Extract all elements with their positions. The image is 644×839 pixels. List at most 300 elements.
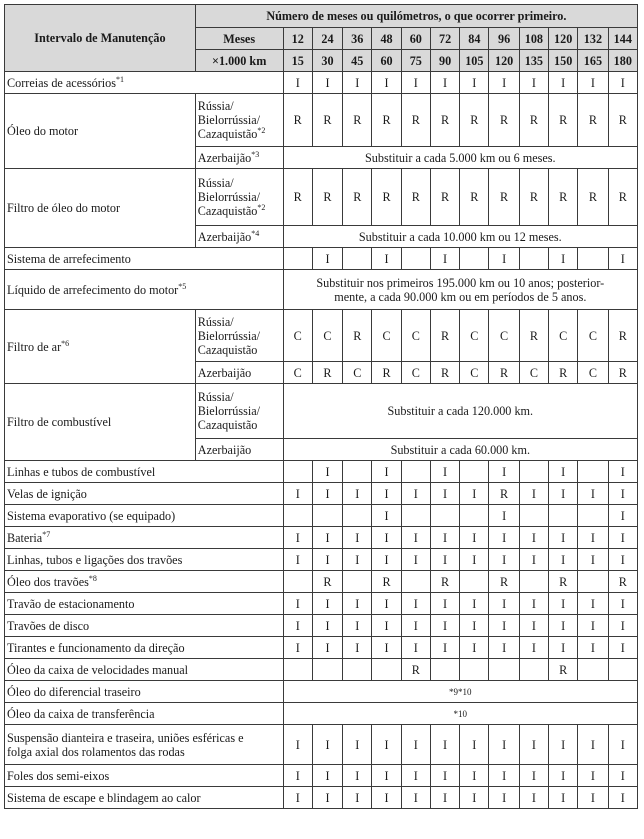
footnote-marker: *5 xyxy=(178,281,187,291)
schedule-cell: I xyxy=(549,593,578,615)
schedule-cell: I xyxy=(343,483,372,505)
footnote-marker: *4 xyxy=(251,228,260,238)
item-label-estacionamento xyxy=(5,593,284,615)
schedule-cell: R xyxy=(312,94,342,147)
schedule-cell: R xyxy=(549,571,578,593)
schedule-cell: I xyxy=(312,248,342,270)
item-label-oleo-motor xyxy=(5,94,196,169)
schedule-cell: I xyxy=(430,549,459,571)
schedule-cell: C xyxy=(519,362,548,384)
schedule-cell: I xyxy=(608,593,637,615)
item-label-text: Bateria xyxy=(7,530,43,545)
km-header-cell: 30 xyxy=(312,50,342,72)
item-label-filtro-oleo xyxy=(5,169,196,248)
schedule-cell: R xyxy=(489,94,519,147)
region-label-text: Rússia/ Bielorrússia/ Cazaquistão xyxy=(197,176,261,218)
schedule-cell xyxy=(489,659,519,681)
schedule-cell: I xyxy=(519,765,548,787)
schedule-cell: I xyxy=(283,72,312,94)
schedule-cell xyxy=(519,461,548,483)
schedule-cell: R xyxy=(430,169,459,226)
schedule-cell: I xyxy=(312,725,342,765)
row-diferencial xyxy=(5,681,638,703)
schedule-cell: R xyxy=(372,169,401,226)
region-label-text: Rússia/ Bielorrússia/ Cazaquistão xyxy=(197,314,261,357)
schedule-cell: R xyxy=(401,94,430,147)
schedule-cell: I xyxy=(283,615,312,637)
schedule-cell: I xyxy=(489,549,519,571)
footnote-ref-cell: *9*10 xyxy=(283,681,637,703)
schedule-cell: I xyxy=(430,248,459,270)
schedule-cell: I xyxy=(372,483,401,505)
schedule-cell: I xyxy=(549,527,578,549)
schedule-cell: I xyxy=(519,593,548,615)
item-label-text: Foles dos semi-eixos xyxy=(7,768,110,783)
schedule-cell: C xyxy=(401,362,430,384)
region-label xyxy=(195,384,283,439)
row-linhas-comb xyxy=(5,461,638,483)
item-label-text: Filtro de óleo do motor xyxy=(7,201,121,215)
schedule-cell: I xyxy=(460,549,489,571)
schedule-cell xyxy=(283,248,312,270)
row-filtro-comb-russia xyxy=(5,384,638,439)
schedule-cell: I xyxy=(608,787,637,809)
schedule-cell: I xyxy=(283,637,312,659)
merged-instruction-cell: Substituir a cada 120.000 km. xyxy=(283,384,637,439)
schedule-cell: R xyxy=(608,571,637,593)
schedule-cell: I xyxy=(578,483,608,505)
schedule-cell: R xyxy=(343,94,372,147)
schedule-cell: I xyxy=(608,637,637,659)
region-label-text: Azerbaijão xyxy=(197,229,252,244)
schedule-cell: R xyxy=(519,94,548,147)
schedule-cell: R xyxy=(312,571,342,593)
schedule-cell: I xyxy=(372,461,401,483)
km-label: ×1.000 km xyxy=(195,50,283,72)
item-label-text: Sistema de arrefecimento xyxy=(7,251,131,266)
schedule-cell: R xyxy=(608,362,637,384)
item-label-direcao xyxy=(5,637,284,659)
schedule-cell: I xyxy=(460,527,489,549)
schedule-cell: I xyxy=(283,787,312,809)
schedule-cell: I xyxy=(578,527,608,549)
schedule-cell: I xyxy=(372,637,401,659)
schedule-cell xyxy=(401,571,430,593)
schedule-cell: R xyxy=(489,169,519,226)
row-filtro-oleo-russia xyxy=(5,169,638,226)
instruction-line-2: mente, a cada 90.000 km ou em períodos de 5 anos. xyxy=(334,289,587,304)
schedule-cell: I xyxy=(372,787,401,809)
row-liquido xyxy=(5,270,638,310)
region-label xyxy=(195,362,283,384)
region-label-text: Rússia/ Bielorrússia/ Cazaquistão xyxy=(197,99,261,141)
schedule-cell: I xyxy=(608,461,637,483)
schedule-cell: I xyxy=(343,593,372,615)
km-header-cell: 105 xyxy=(460,50,489,72)
schedule-cell: I xyxy=(430,637,459,659)
item-label-text: Sistema evaporativo (se equipado) xyxy=(7,508,176,523)
schedule-cell: I xyxy=(489,615,519,637)
km-header-cell: 180 xyxy=(608,50,637,72)
schedule-cell: I xyxy=(460,787,489,809)
schedule-cell: I xyxy=(608,725,637,765)
schedule-cell xyxy=(549,505,578,527)
footnote-marker: *2 xyxy=(257,125,266,135)
item-label-text: Óleo do motor xyxy=(7,124,79,138)
month-header-cell: 72 xyxy=(430,28,459,50)
schedule-cell xyxy=(312,505,342,527)
schedule-cell: I xyxy=(312,527,342,549)
schedule-cell: R xyxy=(460,169,489,226)
schedule-cell: I xyxy=(283,765,312,787)
schedule-cell: I xyxy=(343,527,372,549)
region-label xyxy=(195,94,283,147)
item-label-arrefecimento xyxy=(5,248,284,270)
item-label-line-2: folga axial dos rolamentos das rodas xyxy=(7,744,185,759)
km-header-cell: 90 xyxy=(430,50,459,72)
schedule-cell xyxy=(343,571,372,593)
month-header-cell: 36 xyxy=(343,28,372,50)
schedule-cell: R xyxy=(489,362,519,384)
item-label-foles xyxy=(5,765,284,787)
schedule-cell: I xyxy=(372,765,401,787)
schedule-cell: I xyxy=(549,549,578,571)
schedule-cell: I xyxy=(578,765,608,787)
schedule-cell: I xyxy=(489,765,519,787)
merged-instruction-cell: Substituir a cada 60.000 km. xyxy=(283,439,637,461)
region-label xyxy=(195,310,283,362)
row-direcao xyxy=(5,637,638,659)
footnote-marker: *3 xyxy=(251,149,260,159)
schedule-cell: I xyxy=(312,549,342,571)
schedule-cell xyxy=(343,461,372,483)
schedule-cell: I xyxy=(489,248,519,270)
schedule-cell: I xyxy=(460,72,489,94)
month-header-cell: 96 xyxy=(489,28,519,50)
schedule-cell: I xyxy=(608,765,637,787)
schedule-cell: R xyxy=(430,310,459,362)
schedule-cell: R xyxy=(372,362,401,384)
schedule-cell: I xyxy=(372,527,401,549)
month-header-cell: 120 xyxy=(549,28,578,50)
schedule-cell: R xyxy=(343,169,372,226)
schedule-cell: R xyxy=(608,94,637,147)
schedule-cell: I xyxy=(430,527,459,549)
schedule-cell: I xyxy=(401,72,430,94)
item-label-text: Linhas e tubos de combustível xyxy=(7,464,156,479)
schedule-cell: I xyxy=(519,483,548,505)
schedule-cell: I xyxy=(343,637,372,659)
km-header-cell: 165 xyxy=(578,50,608,72)
schedule-cell: I xyxy=(460,637,489,659)
schedule-cell xyxy=(519,571,548,593)
schedule-cell: I xyxy=(372,505,401,527)
schedule-cell: I xyxy=(519,615,548,637)
item-label-text: Velas de ignição xyxy=(7,486,87,501)
schedule-cell: I xyxy=(372,72,401,94)
row-evaporativo xyxy=(5,505,638,527)
schedule-cell: R xyxy=(401,659,430,681)
schedule-cell: C xyxy=(343,362,372,384)
schedule-cell: I xyxy=(401,483,430,505)
schedule-cell: I xyxy=(430,787,459,809)
schedule-cell: R xyxy=(489,571,519,593)
schedule-cell: I xyxy=(430,593,459,615)
schedule-cell: I xyxy=(489,505,519,527)
schedule-cell: I xyxy=(519,637,548,659)
schedule-cell: C xyxy=(283,310,312,362)
schedule-cell: I xyxy=(489,725,519,765)
schedule-cell: R xyxy=(549,659,578,681)
schedule-cell: I xyxy=(343,72,372,94)
km-header-cell: 135 xyxy=(519,50,548,72)
schedule-cell: I xyxy=(578,637,608,659)
schedule-cell: I xyxy=(401,593,430,615)
schedule-cell xyxy=(401,505,430,527)
item-label-filtro-ar xyxy=(5,310,196,384)
schedule-cell: I xyxy=(608,248,637,270)
schedule-cell: I xyxy=(343,787,372,809)
row-caixa-manual xyxy=(5,659,638,681)
schedule-cell: I xyxy=(372,549,401,571)
schedule-cell: I xyxy=(549,615,578,637)
schedule-cell xyxy=(578,659,608,681)
month-header-cell: 24 xyxy=(312,28,342,50)
schedule-cell: I xyxy=(430,615,459,637)
item-label-suspensao xyxy=(5,725,284,765)
schedule-cell xyxy=(460,248,489,270)
schedule-cell: I xyxy=(312,483,342,505)
months-label: Meses xyxy=(195,28,283,50)
schedule-cell xyxy=(578,571,608,593)
item-label-text: Sistema de escape e blindagem ao calor xyxy=(7,790,201,805)
schedule-cell: I xyxy=(549,725,578,765)
schedule-cell: R xyxy=(549,362,578,384)
schedule-cell: I xyxy=(312,637,342,659)
schedule-cell: I xyxy=(430,461,459,483)
km-header-cell: 60 xyxy=(372,50,401,72)
schedule-cell: I xyxy=(283,725,312,765)
schedule-cell: R xyxy=(430,94,459,147)
schedule-cell: I xyxy=(283,549,312,571)
schedule-cell: I xyxy=(578,549,608,571)
schedule-cell xyxy=(460,461,489,483)
footnote-marker: *2 xyxy=(257,202,266,212)
item-label-evaporativo xyxy=(5,505,284,527)
schedule-cell: I xyxy=(549,787,578,809)
schedule-cell: I xyxy=(519,725,548,765)
schedule-cell: I xyxy=(578,593,608,615)
row-transferencia xyxy=(5,703,638,725)
schedule-cell: I xyxy=(549,72,578,94)
month-header-cell: 12 xyxy=(283,28,312,50)
item-label-text: Correias de acessórios xyxy=(7,75,116,90)
schedule-cell: I xyxy=(489,593,519,615)
row-linhas-travoes xyxy=(5,549,638,571)
schedule-cell: I xyxy=(608,615,637,637)
schedule-cell: R xyxy=(549,169,578,226)
schedule-cell: R xyxy=(549,94,578,147)
item-label-transferencia xyxy=(5,703,284,725)
schedule-cell: I xyxy=(430,483,459,505)
schedule-cell: I xyxy=(401,765,430,787)
region-label-text: Azerbaijão xyxy=(197,150,252,165)
region-label-text: Rússia/ Bielorrússia/ Cazaquistão xyxy=(197,390,261,432)
schedule-cell: R xyxy=(519,169,548,226)
schedule-cell: R xyxy=(343,310,372,362)
item-label-text: Líquido de arrefecimento do motor xyxy=(7,282,179,297)
schedule-cell: I xyxy=(283,527,312,549)
schedule-cell: R xyxy=(430,571,459,593)
schedule-cell xyxy=(460,659,489,681)
km-header-cell: 120 xyxy=(489,50,519,72)
schedule-cell: I xyxy=(460,725,489,765)
month-header-cell: 132 xyxy=(578,28,608,50)
item-label-filtro-comb xyxy=(5,384,196,461)
schedule-cell xyxy=(283,505,312,527)
schedule-cell xyxy=(519,659,548,681)
footnote-marker: *6 xyxy=(61,338,70,348)
schedule-cell: I xyxy=(372,248,401,270)
schedule-cell: I xyxy=(519,549,548,571)
schedule-cell: I xyxy=(401,615,430,637)
row-disco xyxy=(5,615,638,637)
schedule-cell: R xyxy=(578,169,608,226)
schedule-cell xyxy=(343,248,372,270)
schedule-cell: I xyxy=(460,765,489,787)
region-label xyxy=(195,169,283,226)
item-label-text: Filtro de combustível xyxy=(7,415,112,429)
item-label-diferencial xyxy=(5,681,284,703)
month-header-cell: 108 xyxy=(519,28,548,50)
schedule-cell: R xyxy=(578,94,608,147)
schedule-cell: I xyxy=(401,527,430,549)
schedule-cell xyxy=(519,505,548,527)
schedule-cell: I xyxy=(489,527,519,549)
schedule-cell xyxy=(430,505,459,527)
item-label-text: Óleo do diferencial traseiro xyxy=(7,684,141,699)
schedule-cell: I xyxy=(578,725,608,765)
item-label-velas xyxy=(5,483,284,505)
schedule-cell xyxy=(283,571,312,593)
schedule-cell: I xyxy=(460,615,489,637)
schedule-cell: I xyxy=(312,787,342,809)
item-label-disco xyxy=(5,615,284,637)
footnote-ref-cell: *10 xyxy=(283,703,637,725)
schedule-cell: I xyxy=(608,72,637,94)
schedule-cell: I xyxy=(401,637,430,659)
footnote-marker: *8 xyxy=(88,573,97,583)
schedule-cell xyxy=(401,461,430,483)
schedule-cell: I xyxy=(608,483,637,505)
km-header-cell: 75 xyxy=(401,50,430,72)
schedule-cell: R xyxy=(460,94,489,147)
km-header-cell: 45 xyxy=(343,50,372,72)
item-label-text: Óleo da caixa de transferência xyxy=(7,706,155,721)
region-label xyxy=(195,439,283,461)
row-escape xyxy=(5,787,638,809)
row-oleo-travoes xyxy=(5,571,638,593)
schedule-cell: C xyxy=(283,362,312,384)
schedule-cell: R xyxy=(283,94,312,147)
schedule-cell: I xyxy=(489,72,519,94)
item-label-text: Linhas, tubos e ligações dos travões xyxy=(7,552,183,567)
schedule-cell: I xyxy=(549,483,578,505)
schedule-cell: I xyxy=(608,527,637,549)
schedule-cell xyxy=(401,248,430,270)
schedule-cell: I xyxy=(489,637,519,659)
schedule-cell: I xyxy=(430,72,459,94)
schedule-cell xyxy=(608,659,637,681)
schedule-cell xyxy=(343,505,372,527)
schedule-cell: I xyxy=(519,527,548,549)
row-arrefecimento xyxy=(5,248,638,270)
month-header-cell: 48 xyxy=(372,28,401,50)
km-header-cell: 15 xyxy=(283,50,312,72)
schedule-cell: C xyxy=(489,310,519,362)
schedule-cell xyxy=(430,659,459,681)
instruction-line-1: Substituir nos primeiros 195.000 km ou 10 anos; posterior- xyxy=(316,275,605,290)
schedule-cell: I xyxy=(578,615,608,637)
schedule-cell: I xyxy=(312,461,342,483)
schedule-cell: I xyxy=(430,765,459,787)
item-label-bateria xyxy=(5,527,284,549)
region-label-text: Azerbaijão xyxy=(197,365,252,380)
region-label-text: Azerbaijão xyxy=(197,442,252,457)
km-header-cell: 150 xyxy=(549,50,578,72)
row-correias xyxy=(5,72,638,94)
schedule-cell xyxy=(578,248,608,270)
item-label-line-1: Suspensão dianteira e traseira, uniões esféricas e xyxy=(7,730,244,745)
schedule-cell: C xyxy=(549,310,578,362)
item-label-liquido xyxy=(5,270,284,310)
schedule-cell: I xyxy=(460,593,489,615)
schedule-cell: I xyxy=(312,72,342,94)
row-velas xyxy=(5,483,638,505)
schedule-cell: I xyxy=(549,637,578,659)
schedule-cell: R xyxy=(489,483,519,505)
months-km-title: Número de meses ou quilómetros, o que ocorrer primeiro. xyxy=(195,5,637,28)
item-label-text: Travões de disco xyxy=(7,618,90,633)
schedule-cell: I xyxy=(549,461,578,483)
schedule-cell: I xyxy=(549,765,578,787)
item-label-text: Filtro de ar xyxy=(7,339,62,354)
schedule-cell: R xyxy=(430,362,459,384)
row-filtro-ar-russia xyxy=(5,310,638,362)
schedule-cell: I xyxy=(372,725,401,765)
row-suspensao xyxy=(5,725,638,765)
schedule-cell: I xyxy=(519,787,548,809)
footnote-marker: *7 xyxy=(42,529,51,539)
schedule-cell: I xyxy=(460,483,489,505)
month-header-cell: 84 xyxy=(460,28,489,50)
schedule-cell: R xyxy=(608,310,637,362)
schedule-cell: R xyxy=(519,310,548,362)
schedule-cell xyxy=(519,248,548,270)
schedule-cell: I xyxy=(519,72,548,94)
schedule-cell: R xyxy=(312,169,342,226)
item-label-text: Tirantes e funcionamento da direção xyxy=(7,640,185,655)
schedule-cell xyxy=(283,659,312,681)
schedule-cell: I xyxy=(401,787,430,809)
row-foles xyxy=(5,765,638,787)
footnote-marker: *1 xyxy=(115,74,124,84)
schedule-cell: I xyxy=(489,461,519,483)
schedule-cell: C xyxy=(312,310,342,362)
schedule-cell: I xyxy=(312,765,342,787)
schedule-cell: C xyxy=(401,310,430,362)
month-header-cell: 144 xyxy=(608,28,637,50)
